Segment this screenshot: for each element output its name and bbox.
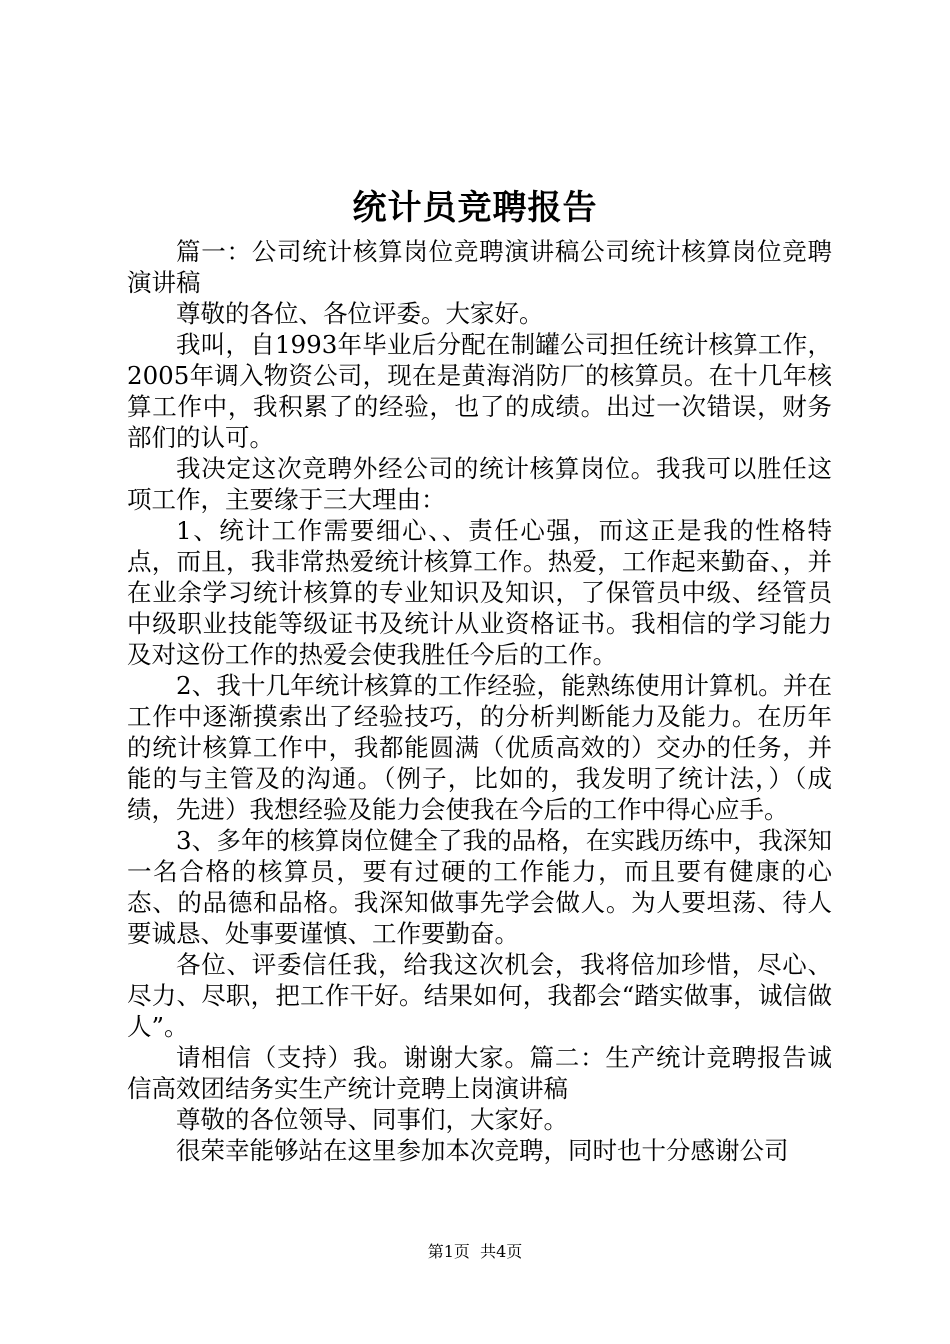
document-body [127, 236, 832, 1166]
paragraph: 3、多年的核算岗位健全了我的品格，在实践历练中，我深知一名合格的核算员，要有过硬的工作能力，而且要有健康的心态、的品德和品格。我深知做事先学会做人。为人要坦荡、待人要诚恳、处事要谨慎、工作要勤奋。 [127, 826, 832, 948]
paragraph: 各位、评委信任我，给我这次机会，我将倍加珍惜，尽心、尽力、尽职，把工作干好。结果如何，我都会“踏实做事，诚信做人”。 [127, 950, 832, 1041]
paragraph: 很荣幸能够站在这里参加本次竞聘，同时也十分感谢公司 [176, 1136, 789, 1165]
paragraph: 我决定这次竞聘外经公司的统计核算岗位。我我可以胜任这项工作，主要缘于三大理由： [127, 454, 832, 514]
paragraph: 1、统计工作需要细心、、责任心强，而这正是我的性格特点，而且，我非常热爱统计核算工作。热爱，工作起来勤奋、，并在业余学习统计核算的专业知识及知识，了保管员中级、经管员中级职业技能等级证书及统计从业资格证书。我相信的学习能力及对这份工作的热爱会使我胜任今后的工作。 [127, 516, 832, 669]
page-number: 第1页 [427, 1242, 470, 1261]
document-title: 统计员竞聘报告 [352, 188, 598, 228]
paragraph: 请相信（支持）我。谢谢大家。篇二：生产统计竞聘报告诚信高效团结务实生产统计竞聘上岗演讲稿 [127, 1043, 832, 1103]
paragraph: 我叫，自1993年毕业后分配在制罐公司担任统计核算工作，2005年调入物资公司，现在是黄海消防厂的核算员。在十几年核算工作中，我积累了的经验，也了的成绩。出过一次错误，财务部们的认可。 [127, 330, 832, 452]
paragraph: 尊敬的各位领导、同事们，大家好。 [176, 1105, 568, 1134]
page-footer [0, 1240, 950, 1264]
paragraph: 尊敬的各位、各位评委。大家好。 [176, 299, 544, 328]
paragraph: 篇一：公司统计核算岗位竞聘演讲稿公司统计核算岗位竞聘演讲稿 [127, 237, 832, 297]
paragraph: 2、我十几年统计核算的工作经验，能熟练使用计算机。并在工作中逐渐摸索出了经验技巧，的分析判断能力及能力。在历年的统计核算工作中，我都能圆满（优质高效的）交办的任务，并能的与主管及的沟通。（例子，比如的，我发明了统计法，）（成绩，先进）我想经验及能力会使我在今后的工作中得心应手。 [127, 671, 832, 824]
page-total: 共4页 [480, 1242, 523, 1261]
